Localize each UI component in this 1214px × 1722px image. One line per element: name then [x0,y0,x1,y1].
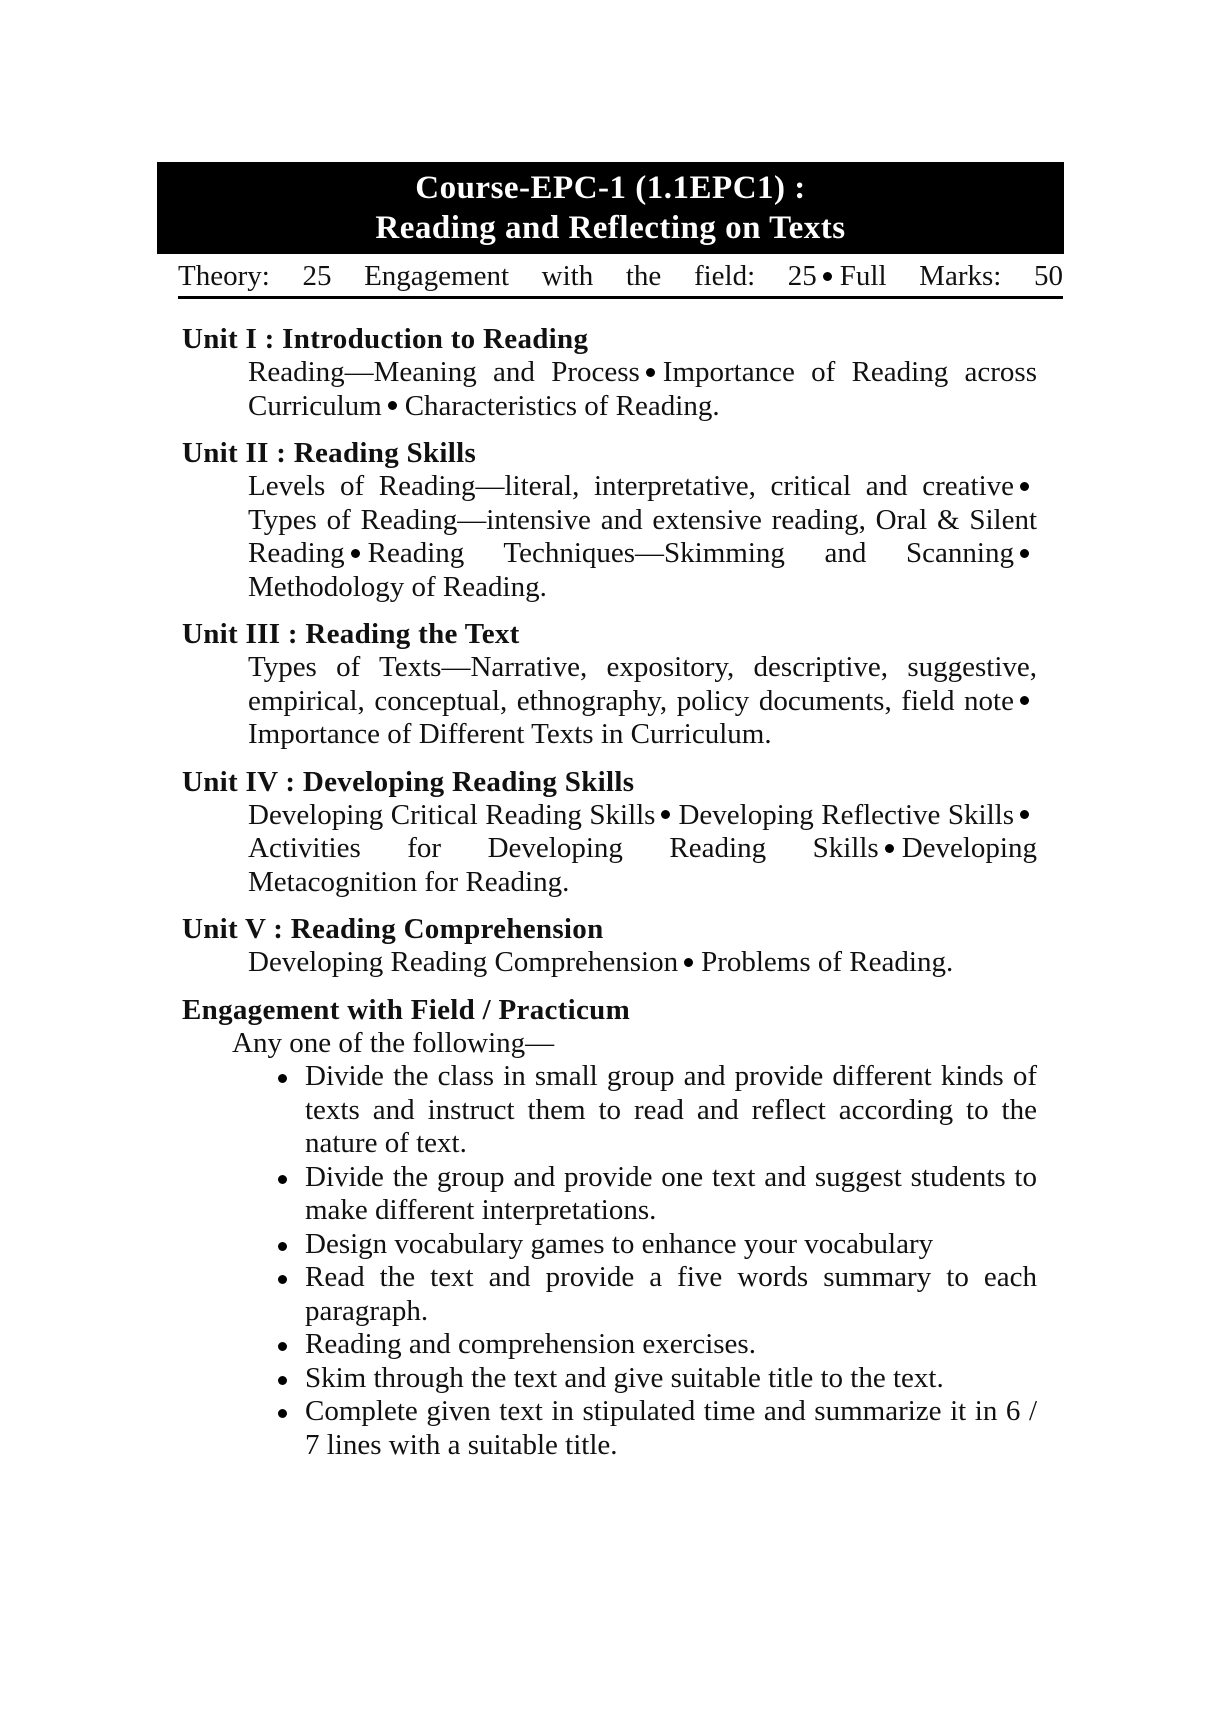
course-name-title: Reading and Reflecting on Texts [375,210,846,246]
bullet-icon [278,1175,287,1184]
topic: Developing Reading Comprehension [248,946,679,978]
topic: Activities for Developing Reading Skills [248,832,879,864]
bullet-icon [278,1342,287,1351]
unit-topics [248,799,1037,900]
topic: Importance of Different Texts in Curriculum. [248,718,772,750]
unit-heading: Unit I : Introduction to Reading [182,323,589,355]
topic: Levels of Reading—literal, interpretative, critical and creative [248,470,1014,502]
bullet-icon [646,368,655,377]
list-item-text: Read the text and provide a five words summary to each paragraph. [305,1261,1037,1327]
unit-3 [182,617,1037,752]
list-item-text: Skim through the text and give suitable title to the text. [305,1361,944,1394]
bullet-icon [1020,810,1029,819]
unit-topics [248,946,1037,980]
bullet-icon [388,401,397,410]
bullet-icon [1020,696,1029,705]
topic: Reading Techniques—Skimming and Scanning [367,537,1014,569]
bullet-icon [351,549,360,558]
unit-heading: Unit IV : Developing Reading Skills [182,765,635,798]
bullet-icon [823,272,832,281]
topic: Developing Metacognition for Reading. [248,832,1037,898]
list-item [305,1261,1037,1328]
list-item [305,1395,1037,1462]
unit-5 [182,912,1037,980]
unit-topics [248,356,1037,423]
unit-2 [182,436,1037,604]
topic: Reading—Meaning and Process [248,356,640,388]
topic: Types of Texts—Narrative, expository, descriptive, suggestive, empirical, conceptual, ethnography, policy documents, field note [248,651,1037,717]
topic: Problems of Reading. [701,946,954,978]
list-item-text: Divide the group and provide one text and suggest students to make different interpretations. [305,1160,1037,1226]
practicum-heading: Engagement with Field / Practicum [182,993,631,1026]
list-item-text: Complete given text in stipulated time and summarize it in 6 / 7 lines with a suitable title. [305,1395,1037,1461]
marks-line [178,258,1063,299]
list-item [305,1228,1037,1262]
bullet-icon [1020,549,1029,558]
unit-1 [182,322,1037,423]
practicum-section [182,993,1037,1463]
course-title-banner [157,162,1064,254]
topic: Developing Critical Reading Skills [248,798,656,831]
bullet-icon [885,844,894,853]
topic: Characteristics of Reading. [404,389,720,422]
bullet-icon [278,1409,287,1418]
unit-topics [248,651,1037,752]
topic: Methodology of Reading. [248,570,547,603]
list-item [305,1362,1037,1396]
course-code-title: Course-EPC-1 (1.1EPC1) : [415,170,806,206]
bullet-icon [1020,482,1029,491]
unit-4 [182,765,1037,900]
topic: Developing Reflective Skills [678,798,1014,831]
topic: Importance of Reading across Curriculum [248,356,1037,422]
list-item [305,1328,1037,1362]
marks-breakdown: Theory: 25 Engagement with the field: 25 [178,260,817,292]
unit-heading: Unit III : Reading the Text [182,618,520,650]
list-item [305,1060,1037,1161]
bullet-icon [278,1074,287,1083]
list-item-text: Design vocabulary games to enhance your vocabulary [305,1227,934,1260]
bullet-icon [278,1242,287,1251]
bullet-icon [684,958,693,967]
syllabus-content [182,322,1037,1475]
list-item-text: Reading and comprehension exercises. [305,1328,756,1360]
list-item-text: Divide the class in small group and provide different kinds of texts and instruct them to read and reflect according to the nature of text. [305,1060,1037,1159]
bullet-icon [278,1376,287,1385]
unit-topics [248,470,1037,604]
practicum-list [182,1060,1037,1462]
unit-heading: Unit II : Reading Skills [182,437,477,469]
list-item [305,1161,1037,1228]
bullet-icon [278,1275,287,1284]
full-marks: Full Marks: 50 [839,260,1063,292]
practicum-intro: Any one of the following— [232,1026,555,1059]
bullet-icon [661,810,670,819]
topic: Types of Reading—intensive and extensive reading, Oral & Silent Reading [248,503,1037,569]
unit-heading: Unit V : Reading Comprehension [182,913,604,945]
